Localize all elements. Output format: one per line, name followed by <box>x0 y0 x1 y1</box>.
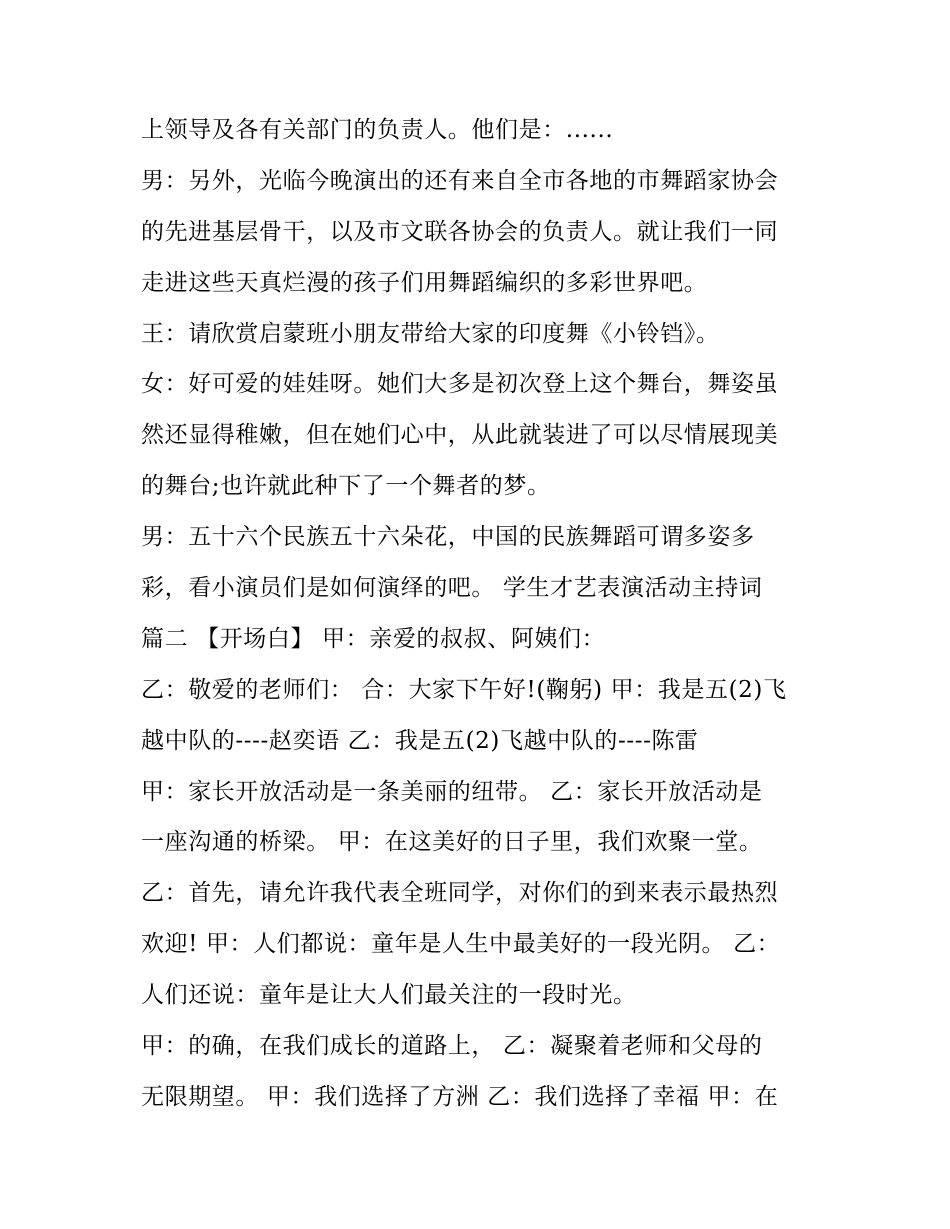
text-line: 一座沟通的桥梁。 甲：在这美好的日子里，我们欢聚一堂。 <box>141 829 763 856</box>
text-line: 乙：首先，请允许我代表全班同学，对你们的到来表示最热烈 <box>141 880 779 907</box>
text-line: 男：另外，光临今晚演出的还有来自全市各地的市舞蹈家协会 <box>141 167 779 194</box>
text-line: 的先进基层骨干，以及市文联各协会的负责人。就让我们一同 <box>141 218 779 245</box>
text-line: 然还显得稚嫩，但在她们心中，从此就装进了可以尽情展现美 <box>141 422 779 449</box>
text-line: 甲：家长开放活动是一条美丽的纽带。 乙：家长开放活动是 <box>141 778 763 805</box>
document-body <box>141 105 821 1123</box>
text-line: 女：好可爱的娃娃呀。她们大多是初次登上这个舞台，舞姿虽 <box>141 371 779 398</box>
text-line: 彩，看小演员们是如何演绎的吧。 学生才艺表演活动主持词 <box>141 575 763 602</box>
text-line: 篇二 【开场白】 甲：亲爱的叔叔、阿姨们： <box>141 625 606 652</box>
text-line: 男：五十六个民族五十六朵花，中国的民族舞蹈可谓多姿多 <box>141 524 755 551</box>
text-line: 走进这些天真烂漫的孩子们用舞蹈编织的多彩世界吧。 <box>141 269 708 296</box>
text-line: 王：请欣赏启蒙班小朋友带给大家的印度舞《小铃铛》。 <box>141 320 720 347</box>
text-line: 越中队的----赵奕语 乙：我是五(2)飞越中队的----陈雷 <box>141 727 699 754</box>
text-line: 欢迎! 甲：人们都说：童年是人生中最美好的一段光阴。 乙： <box>141 931 781 958</box>
text-line: 人们还说：童年是让大人们最关注的一段时光。 <box>141 982 637 1009</box>
text-line: 甲：的确，在我们成长的道路上， 乙：凝聚着老师和父母的 <box>141 1033 763 1060</box>
text-line: 无限期望。 甲：我们选择了方洲 乙：我们选择了幸福 甲：在 <box>141 1083 779 1110</box>
text-line: 乙：敬爱的老师们： 合：大家下午好!(鞠躬) 甲：我是五(2)飞 <box>141 676 787 703</box>
text-line: 的舞台;也许就此种下了一个舞者的梦。 <box>141 473 551 500</box>
text-line: 上领导及各有关部门的负责人。他们是：...... <box>141 117 614 143</box>
